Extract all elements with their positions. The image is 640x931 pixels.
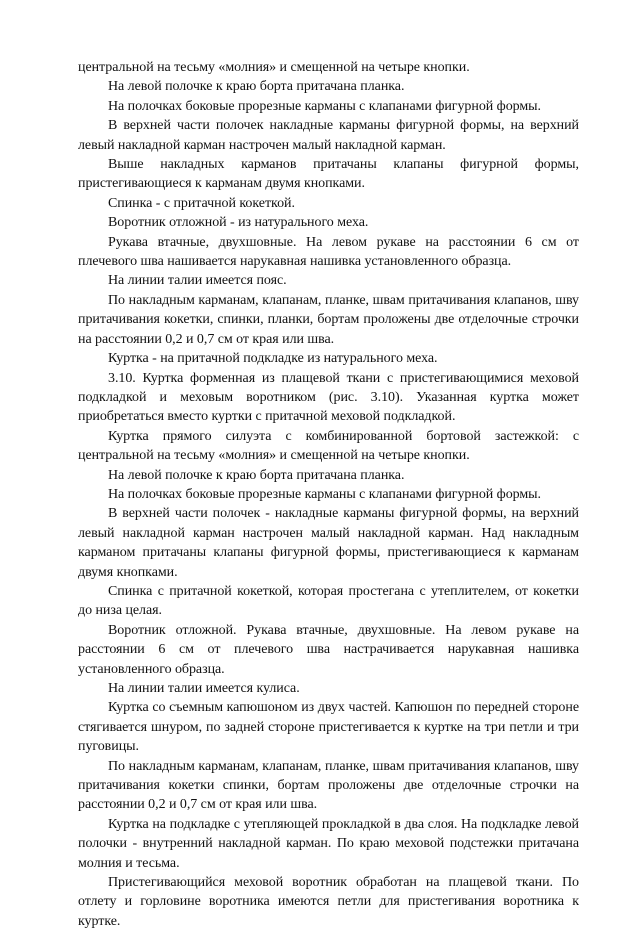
paragraph-patch-pockets: В верхней части полочек накладные карманы фигурной формы, на верхний левый накладной карман настрочен малый накладной карман.: [78, 118, 579, 153]
paragraph-pocket-flaps: Выше накладных карманов притачаны клапаны фигурной формы, пристегивающиеся к карманам двумя кнопками.: [78, 157, 579, 192]
paragraph-patch-pockets-2: В верхней части полочек - накладные карманы фигурной формы, на верхний левый накладной карман настрочен малый накладной карман. Над накладным карманом притачаны клапаны фигурной формы, пристегивающиеся к карманам двумя кнопками.: [78, 506, 579, 580]
paragraph-back-yoke-2: Спинка с притачной кокеткой, которая простегана с утеплителем, от кокетки до низа целая.: [78, 583, 579, 619]
paragraph-side-pockets-2: На полочках боковые прорезные карманы с клапанами фигурной формы.: [108, 486, 541, 502]
paragraph-topstitching: По накладным карманам, клапанам, планке, швам притачивания клапанов, шву притачивания кокетки, спинки, планки, бортам проложены две отделочные строчки на расстоянии 0,2 и 0,7 см от края или шва.: [78, 292, 579, 347]
paragraph-drawstring: На линии талии имеется кулиса.: [108, 681, 300, 696]
paragraph-side-pockets: На полочках боковые прорезные карманы с клапанами фигурной формы.: [108, 98, 541, 114]
paragraph-silhouette: Куртка прямого силуэта с комбинированной бортовой застежкой: с центральной на тесьму «молния» и смещенной на четыре кнопки.: [78, 428, 579, 464]
paragraph-placket-2: На левой полочке к краю борта притачана планка.: [108, 467, 405, 483]
paragraph-fur-lining: Куртка - на притачной подкладке из натурального меха.: [108, 351, 438, 367]
paragraph-continued-fastener: центральной на тесьму «молния» и смещенной на четыре кнопки.: [78, 60, 470, 75]
paragraph-detachable-collar: Пристегивающийся меховой воротник обработан на плащевой ткани. По отлету и горловине воротника имеются петли для пристегивания воротника к куртке.: [78, 875, 579, 929]
paragraph-insulated-lining: Куртка на подкладке с утепляющей прокладкой в два слоя. На подкладке левой полочки - внутренний накладной карман. По краю меховой подстежки притачана молния и тесьма.: [78, 816, 579, 871]
paragraph-section-3-10: 3.10. Куртка форменная из плащевой ткани с пристегивающимися меховой подкладкой и меховым воротником (рис. 3.10). Указанная куртка может приобретаться вместо куртки с притачной меховой подкладкой.: [78, 370, 579, 425]
paragraph-waist-belt: На линии талии имеется пояс.: [108, 273, 287, 289]
paragraph-back-yoke: Спинка - с притачной кокеткой.: [108, 195, 295, 211]
paragraph-placket: На левой полочке к краю борта притачана планка.: [108, 79, 405, 95]
paragraph-hood: Куртка со съемным капюшоном из двух частей. Капюшон по передней стороне стягивается шнуром, по задней стороне пристегивается к куртке на три петли и три пуговицы.: [78, 700, 579, 755]
paragraph-fur-collar: Воротник отложной - из натурального меха.: [108, 215, 369, 231]
paragraph-collar-sleeves: Воротник отложной. Рукава втачные, двухшовные. На левом рукаве на расстоянии 6 см от плечевого шва настрачивается нарукавная нашивка установленного образца.: [78, 622, 579, 677]
paragraph-sleeves: Рукава втачные, двухшовные. На левом рукаве на расстоянии 6 см от плечевого шва нашивается нарукавная нашивка установленного образца.: [78, 234, 579, 270]
paragraph-topstitching-2: По накладным карманам, клапанам, планке, швам притачивания клапанов, шву притачивания кокетки спинки, бортам проложены две отделочные строчки на расстоянии 0,2 и 0,7 см от края или шва.: [78, 758, 579, 813]
